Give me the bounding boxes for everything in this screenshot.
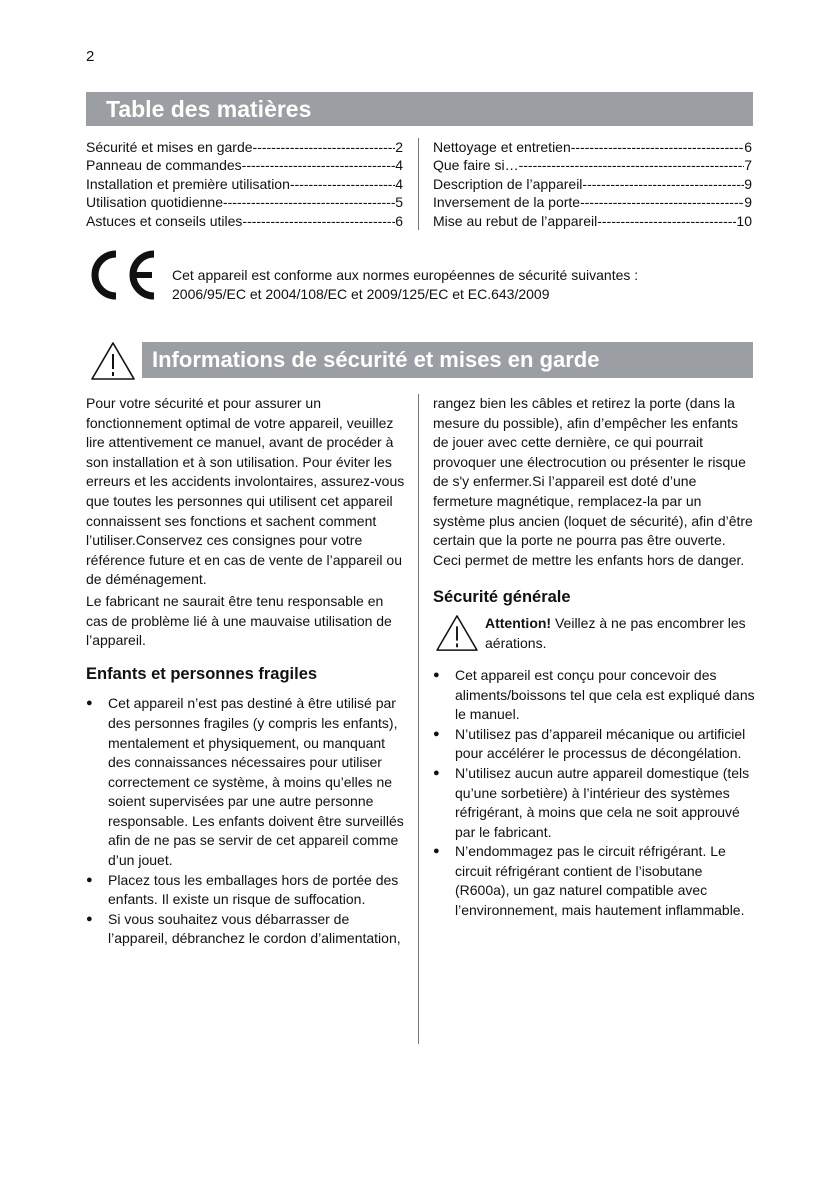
ce-statement-line: 2006/95/EC et 2004/108/EC et 2009/125/EC et EC.643/2009 bbox=[172, 286, 550, 302]
general-safety-list bbox=[433, 666, 755, 921]
safety-right-column bbox=[433, 394, 755, 921]
toc-divider bbox=[418, 138, 419, 230]
list-item: ● N’utilisez pas d’appareil mécanique ou artificiel pour accélérer le processus de décongélation. bbox=[433, 725, 755, 764]
warning-triangle-icon bbox=[90, 341, 136, 381]
toc-entry[interactable]: Inversement de la porte ----- 9 bbox=[433, 193, 752, 211]
list-item: ● N’utilisez aucun autre appareil domestique (tels qu’une sorbetière) à l’intérieur des systèmes réfrigérant, à moins que cela ne soit approuvé par le fabricant. bbox=[433, 764, 755, 842]
manufacturer-disclaimer: Le fabricant ne saurait être tenu responsable en cas de problème lié à une mauvaise utilisation de l’appareil. bbox=[86, 592, 392, 649]
list-item: ● Si vous souhaitez vous débarrasser de l’appareil, débranchez le cordon d’alimentation, bbox=[86, 910, 406, 949]
attention-text: Veillez à ne pas encombrer les aérations. bbox=[485, 614, 746, 651]
children-list bbox=[86, 694, 406, 949]
warning-triangle-icon bbox=[435, 614, 479, 652]
ce-statement-line: Cet appareil est conforme aux normes européennes de sécurité suivantes : bbox=[172, 267, 639, 283]
list-item: ● Cet appareil est conçu pour concevoir des aliments/boissons tel que cela est expliqué dans le manuel. bbox=[433, 666, 755, 725]
attention-label: Attention! bbox=[485, 614, 552, 631]
children-continued: rangez bien les câbles et retirez la porte (dans la mesure du possible), afin d’empêcher les enfants de jouer avec cette dernière, ce qui pourrait provoquer une électrocution ou présenter le risque de s'y enfermer.Si l’appareil est doté d’une fermeture magnétique, remplacez-la par un système plus ancien (loquet de sécurité), afin d’être certain que la porte ne pourra pas être ouverte. Ceci permet de mettre les enfants hors de danger. bbox=[433, 395, 753, 568]
toc-entry[interactable]: Sécurité et mises en garde ----- 2 bbox=[86, 138, 403, 156]
ce-mark-icon bbox=[86, 250, 158, 300]
toc-entry[interactable]: Description de l’appareil ----- 9 bbox=[433, 175, 752, 193]
toc-entry[interactable]: Installation et première utilisation ----- 4 bbox=[86, 175, 403, 193]
general-safety-heading: Sécurité générale bbox=[433, 588, 571, 607]
column-divider bbox=[418, 394, 419, 1044]
attention-note bbox=[433, 614, 755, 654]
toc-left-column bbox=[86, 138, 403, 230]
toc-entry[interactable]: Que faire si… ----- 7 bbox=[433, 156, 752, 174]
children-heading: Enfants et personnes fragiles bbox=[86, 664, 318, 683]
toc-entry[interactable]: Nettoyage et entretien ----- 6 bbox=[433, 138, 752, 156]
toc-title: Table des matières bbox=[86, 92, 753, 126]
toc-right-column bbox=[433, 138, 752, 230]
toc-entry[interactable]: Panneau de commandes ----- 4 bbox=[86, 156, 403, 174]
safety-left-column bbox=[86, 394, 406, 949]
safety-section-title: Informations de sécurité et mises en garde bbox=[142, 342, 753, 378]
list-item: ● Cet appareil n’est pas destiné à être utilisé par des personnes fragiles (y compris les enfants), mentalement et physiquement, ou manquant des connaissances nécessaires pour utiliser correctement ce système, à moins qu’elles ne soient supervisées par une autre personne responsable. Les enfants doivent être surveillés afin de ne pas se servir de cet appareil comme d’un jouet. bbox=[86, 694, 406, 870]
list-item: ● Placez tous les emballages hors de portée des enfants. Il existe un risque de suffocation. bbox=[86, 871, 406, 910]
list-item: ● N’endommagez pas le circuit réfrigérant. Le circuit réfrigérant contient de l’isobutane (R600a), un gaz naturel compatible avec l’environnement, mais hautement inflammable. bbox=[433, 842, 755, 920]
toc-entry[interactable]: Mise au rebut de l’appareil ----- 10 bbox=[433, 212, 752, 230]
page-number: 2 bbox=[86, 48, 95, 65]
toc-entry[interactable]: Astuces et conseils utiles ----- 6 bbox=[86, 212, 403, 230]
ce-statement bbox=[172, 266, 638, 304]
safety-intro: Pour votre sécurité et pour assurer un fonctionnement optimal de votre appareil, veuillez lire attentivement ce manuel, avant de procéder à son installation et à son utilisation. Pour éviter les erreurs et les accidents involontaires, assurez-vous que toutes les personnes qui utilisent cet appareil connaissent ses fonctions et sachent comment l’utiliser.Conservez ces consignes pour votre référence future et en cas de vente de l’appareil ou de déménagement. bbox=[86, 395, 405, 588]
toc-entry[interactable]: Utilisation quotidienne ----- 5 bbox=[86, 193, 403, 211]
